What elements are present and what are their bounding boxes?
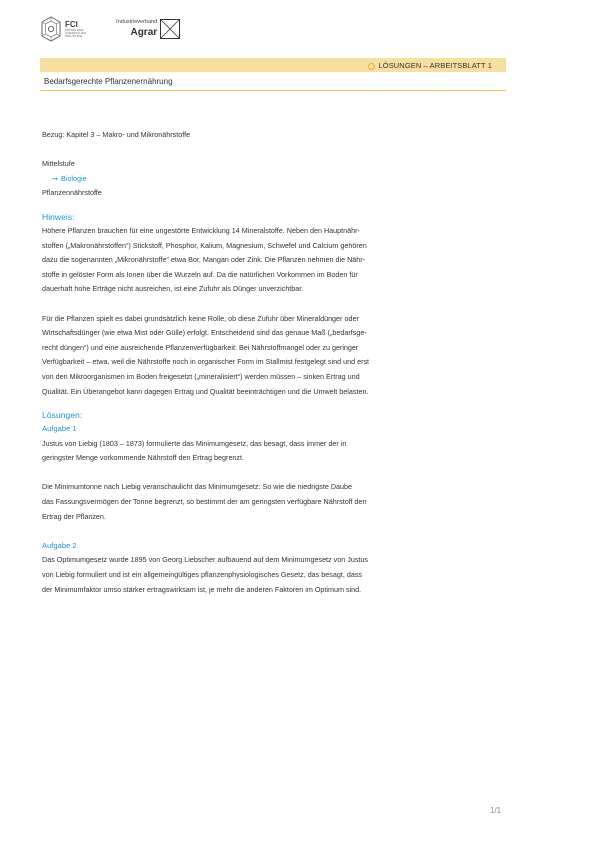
spacer bbox=[42, 201, 422, 211]
page-subtitle: Bedarfsgerechte Pflanzenernährung bbox=[44, 77, 173, 86]
hint-line: Verfügbarkeit – etwa, weil die Nährstoffe noch in organischer Form im Stallmist festgelegt sind und erst bbox=[42, 357, 370, 367]
breadcrumb-level: Mittelstufe bbox=[42, 159, 75, 169]
worksheet-label: LÖSUNGEN – ARBEITSBLATT 1 bbox=[378, 60, 492, 70]
breadcrumb-subject-label: Biologie bbox=[61, 173, 87, 183]
fci-logo-big: FCI bbox=[65, 19, 78, 29]
fci-emblem-icon bbox=[40, 16, 62, 42]
hint-line: Für die Pflanzen spielt es dabei grundsätzlich keine Rolle, ob diese Zufuhr über Mineraldünger oder bbox=[42, 313, 359, 323]
arrow-right-icon: ➞ bbox=[52, 173, 59, 183]
hint-line: Qualität. Ein Überangebot kann dagegen Ertrag und Qualität beeinträchtigen und die Umwelt belasten. bbox=[42, 386, 369, 396]
task2-line: von Liebig formuliert und ist ein allgemeingültiges pflanzenphysiologisches Gesetz, das besagt, dass bbox=[42, 570, 363, 580]
sun-icon bbox=[368, 63, 375, 70]
task1-line: Ertrag der Pflanzen. bbox=[42, 511, 106, 521]
agrar-logo bbox=[116, 19, 180, 39]
hint-line: stoffe in gelöster Form als Ionen über die Wurzeln auf. Da die natürlichen Vorkommen im Boden für bbox=[42, 269, 358, 279]
task1-line: das Fassungsvermögen der Tonne begrenzt, so bestimmt der am geringsten verfügbare Nährstoff den bbox=[42, 497, 367, 507]
header-logos bbox=[40, 14, 180, 44]
task2-line: der Minimumfaktor umso stärker ertragswirksam ist, je mehr die anderen Faktoren im Optimum sind. bbox=[42, 584, 362, 594]
spacer bbox=[42, 524, 422, 539]
hint-line: Höhere Pflanzen brauchen für eine ungestörte Entwicklung 14 Mineralstoffe. Neben den Hauptnähr- bbox=[42, 225, 360, 235]
breadcrumb-subject bbox=[42, 172, 422, 187]
task2-title: Aufgabe 2 bbox=[42, 540, 77, 550]
spacer bbox=[42, 399, 422, 409]
hint-line: recht düngen“) und eine ausreichende Pflanzenverfügbarkeit: Bei Nährstoffmangel oder zu geringer bbox=[42, 342, 359, 352]
spacer bbox=[42, 143, 422, 158]
hint-line: von den Mikroorganismen im Boden freigesetzt („mineralisiert“) werden müssen – sinken Ertrag und bbox=[42, 371, 360, 381]
fci-logo bbox=[40, 16, 86, 42]
fci-text bbox=[65, 21, 86, 38]
task1-title: Aufgabe 1 bbox=[42, 424, 77, 434]
agrar-logo-big: Agrar bbox=[130, 26, 158, 38]
task1-line: Justus von Liebig (1803 – 1873) formulierte das Minimumgesetz, das besagt, dass immer der in bbox=[42, 438, 347, 448]
worksheet-header-bar bbox=[40, 58, 506, 72]
document-body bbox=[42, 128, 422, 597]
hint-line: Wirtschaftsdünger (wie etwa Mist oder Gülle) erfolgt. Entscheidend sind das genaue Maß („bedarfsge- bbox=[42, 328, 367, 338]
agrar-logo-small: Industrieverband bbox=[116, 19, 158, 26]
subtitle-divider bbox=[40, 90, 506, 91]
task2-line: Das Optimumgesetz wurde 1895 von Georg Liebscher aufbauend auf dem Minimumgesetz von Justus bbox=[42, 555, 369, 565]
fci-logo-line: FONDS DER bbox=[65, 27, 84, 32]
fci-logo-line: INDUSTRIE bbox=[65, 33, 83, 38]
hint-heading: Hinweis: bbox=[42, 211, 75, 222]
spacer bbox=[42, 466, 422, 481]
agrar-box-icon bbox=[160, 19, 180, 39]
solutions-heading: Lösungen: bbox=[42, 410, 83, 421]
task1-line: Die Minimumtonne nach Liebig veranschaulicht das Minimumgesetz: So wie die niedrigste Daube bbox=[42, 482, 353, 492]
agrar-text bbox=[116, 20, 157, 38]
reference-line: Bezug: Kapitel 3 – Makro- und Mikronährstoffe bbox=[42, 130, 191, 139]
fci-logo-line: CHEMISCHEN bbox=[65, 30, 87, 35]
hint-line: stoffen („Makronährstoffen“) Stickstoff, Phosphor, Kalium, Magnesium, Schwefel und Calcium gehören bbox=[42, 240, 367, 250]
page-number: 1/1 bbox=[490, 806, 502, 815]
hint-line: dazu die sogenannten „Mikronährstoffe“ etwa Bor, Mangan oder Zink. Die Pflanzen nehmen die Nähr- bbox=[42, 255, 366, 265]
task1-line: geringster Menge vorkommende Nährstoff den Ertrag begrenzt. bbox=[42, 453, 245, 463]
hint-line: dauerhaft hohe Erträge nicht ausreichen, ist eine Zufuhr als Dünger unverzichtbar. bbox=[42, 284, 304, 294]
spacer bbox=[42, 297, 422, 312]
breadcrumb-topic: Pflanzennährstoffe bbox=[42, 188, 102, 198]
